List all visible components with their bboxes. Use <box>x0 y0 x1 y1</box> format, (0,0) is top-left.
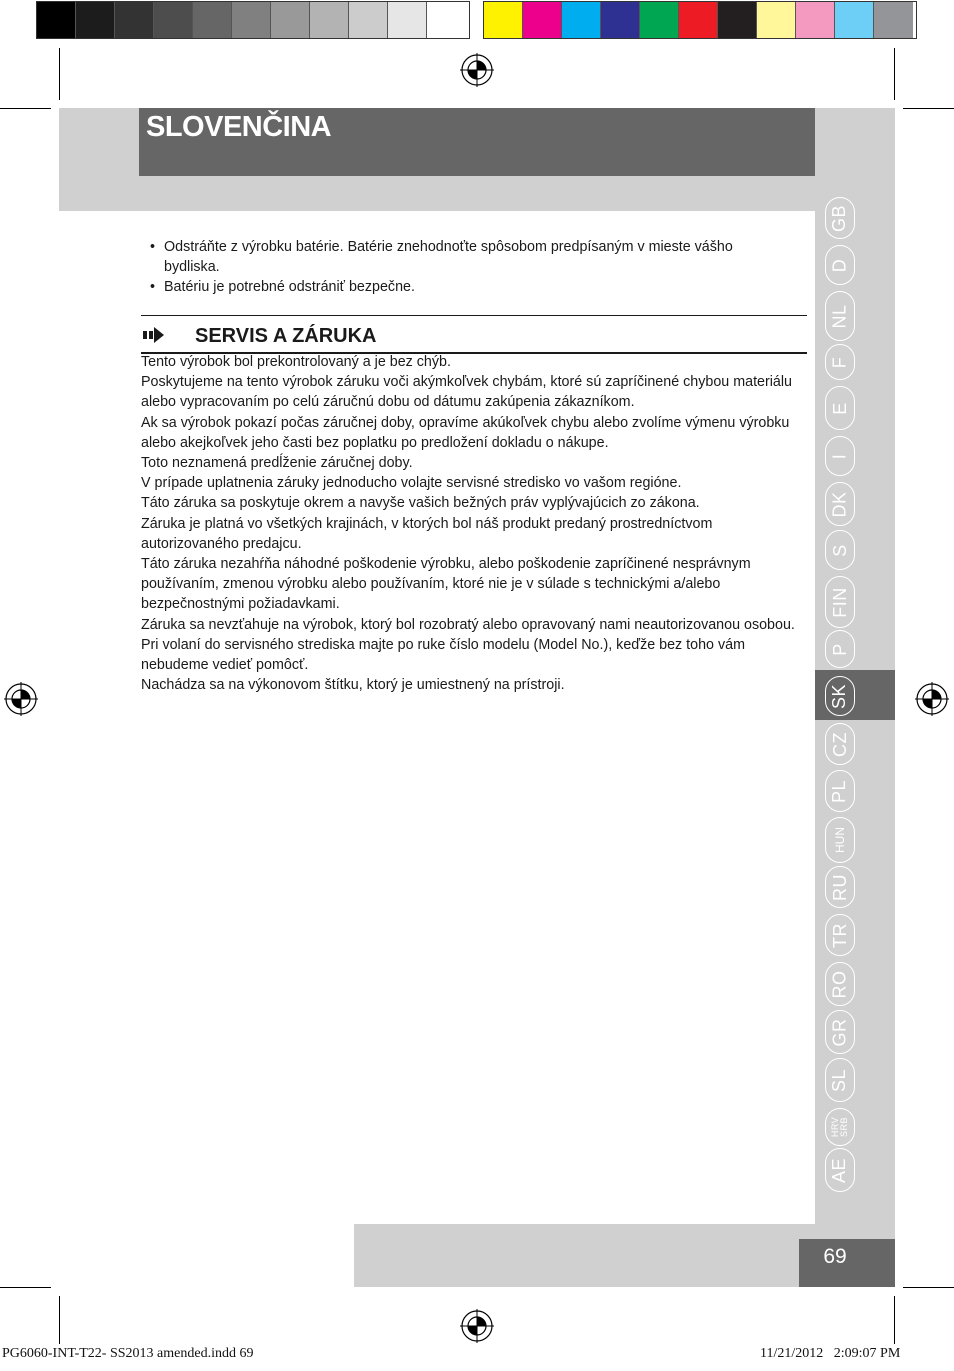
bullet-icon: • <box>150 239 156 255</box>
language-tab-label: GR <box>829 1018 850 1046</box>
language-tab-gr[interactable] <box>825 1010 855 1054</box>
language-tab-tr[interactable] <box>825 914 855 956</box>
grayscale-color-bar <box>36 1 470 39</box>
color-swatch <box>718 2 757 38</box>
registration-mark-icon <box>460 53 494 87</box>
gray-swatch <box>76 2 115 38</box>
bullet-list <box>150 237 790 297</box>
color-swatch <box>874 2 913 38</box>
language-tab-label: FIN <box>829 586 850 618</box>
language-tab-sk[interactable] <box>825 676 855 716</box>
language-tab-nl[interactable] <box>825 291 855 341</box>
crop-mark <box>894 48 895 100</box>
gray-swatch <box>154 2 193 38</box>
language-tab-label: HUN <box>833 827 847 853</box>
gray-swatch <box>310 2 349 38</box>
color-swatch <box>523 2 562 38</box>
language-tab-label: PL <box>829 779 850 803</box>
language-tab-sl[interactable] <box>825 1058 855 1102</box>
paragraph: Táto záruka sa poskytuje okrem a navyše vašich bežných práv vyplývajúcich zo zákona. <box>141 495 700 512</box>
file-slug: PG6060-INT-T22- SS2013 amended.indd 69 <box>2 1346 254 1361</box>
paragraph: Tento výrobok bol prekontrolovaný a je bez chýb. <box>141 354 451 370</box>
gray-swatch <box>232 2 271 38</box>
page-title: SLOVENČINA <box>146 111 332 143</box>
gray-swatch <box>388 2 427 38</box>
paragraph: V prípade uplatnenia záruky jednoducho volajte servisné stredisko vo vašom regióne. <box>141 475 682 492</box>
section-body <box>141 352 811 695</box>
paragraph: Ak sa výrobok pokazí počas záručnej doby, opravíme akúkoľvek chybu alebo zvolíme výmenu výrobku alebo akejkoľvek jeho časti bez poplatku po predložení dokladu o nákupe. <box>141 414 790 451</box>
paragraph: Záruka je platná vo všetkých krajinách, v ktorých bol náš produkt predaný prostredníctvom autorizovaného predajcu. <box>141 515 713 552</box>
language-tab-label: RO <box>829 970 850 998</box>
process-color-bar <box>483 1 917 39</box>
paragraph: Nachádza sa na výkonovom štítku, ktorý je umiestnený na prístroji. <box>141 677 565 694</box>
color-swatch <box>835 2 874 38</box>
color-swatch <box>757 2 796 38</box>
language-tab-e[interactable] <box>825 386 855 430</box>
crop-mark <box>903 108 954 109</box>
language-tab-ae[interactable] <box>825 1148 855 1192</box>
color-swatch <box>796 2 835 38</box>
gray-swatch <box>271 2 310 38</box>
language-tab-f[interactable] <box>825 344 855 380</box>
color-swatch <box>484 2 523 38</box>
color-swatch <box>640 2 679 38</box>
gray-swatch <box>349 2 388 38</box>
gray-swatch <box>37 2 76 38</box>
language-tab-hun[interactable] <box>825 817 855 863</box>
language-tab-pl[interactable] <box>825 770 855 812</box>
registration-mark-icon <box>4 682 38 716</box>
language-tab-label: F <box>829 356 850 368</box>
language-tab-cz[interactable] <box>825 723 855 765</box>
paragraph: Táto záruka nezahŕňa náhodné poškodenie výrobku, alebo poškodenie zapríčinené nesprávnym používaním, zmenou výrobku alebo používaním, ktoré nie je v súlade s technickými a/alebo bezpečnostnými požiadavkami. <box>141 556 751 613</box>
bullet-text: Odstráňte z výrobku batérie. Batérie znehodnoťte spôsobom predpísaným v mieste vášho bydliska. <box>164 239 733 275</box>
paragraph: Poskytujeme na tento výrobok záruku voči akýmkoľvek chybám, ktoré sú zapríčinené chybou materiálu alebo vypracovaním po celú záručnú dobu od dátumu zakúpenia zákazníkom. <box>141 374 793 411</box>
language-tab-label: AE <box>829 1157 850 1183</box>
gray-swatch <box>427 2 466 38</box>
language-tab-ru[interactable] <box>825 866 855 908</box>
page-number: 69 <box>823 1245 847 1268</box>
language-tab-hrv-srb[interactable] <box>825 1108 855 1146</box>
language-tab-dk[interactable] <box>825 482 855 526</box>
footer-band <box>354 1224 815 1287</box>
language-tab-fin[interactable] <box>825 576 855 628</box>
registration-mark-icon <box>460 1309 494 1343</box>
language-tab-label: GB <box>829 204 850 232</box>
gray-swatch <box>115 2 154 38</box>
language-tab-label: S <box>829 543 850 557</box>
crop-mark <box>0 1287 51 1288</box>
list-item <box>150 277 790 297</box>
language-tab-s[interactable] <box>825 530 855 570</box>
language-tab-label: HRV SRB <box>830 1116 849 1138</box>
language-tab-label: RU <box>829 873 850 901</box>
language-tab-d[interactable] <box>825 245 855 285</box>
bullet-icon: • <box>150 279 156 295</box>
language-tab-p[interactable] <box>825 630 855 668</box>
crop-mark <box>0 108 51 109</box>
paragraph: Toto neznamená predĺženie záručnej doby. <box>141 455 413 472</box>
language-tab-label: TR <box>829 922 850 948</box>
language-tab-ro[interactable] <box>825 962 855 1006</box>
color-swatch <box>601 2 640 38</box>
crop-mark <box>894 1296 895 1344</box>
language-tab-label: P <box>829 642 850 656</box>
divider <box>141 315 807 316</box>
language-tab-label: SK <box>829 683 850 709</box>
section-title: SERVIS A ZÁRUKA <box>195 325 377 347</box>
paragraph: Pri volaní do servisného strediska majte po ruke číslo modelu (Model No.), keďže bez toho vám nebudeme vedieť pomôcť. <box>141 636 745 674</box>
color-swatch <box>562 2 601 38</box>
language-tab-label: D <box>829 258 850 272</box>
language-tab-label: NL <box>829 303 850 329</box>
list-item <box>150 237 790 277</box>
bullet-text: Batériu je potrebné odstrániť bezpečne. <box>164 279 415 295</box>
arrow-right-icon <box>143 324 165 346</box>
paragraph: Záruka sa nevzťahuje na výrobok, ktorý bol rozobratý alebo opravovaný nami neautorizovanou osobou. <box>141 616 795 633</box>
crop-mark <box>59 48 60 100</box>
gray-swatch <box>193 2 232 38</box>
color-swatch <box>679 2 718 38</box>
crop-mark <box>59 1296 60 1344</box>
crop-mark <box>903 1287 954 1288</box>
language-tab-label: CZ <box>829 731 850 757</box>
language-tab-i[interactable] <box>825 436 855 476</box>
language-tab-label: SL <box>829 1068 850 1092</box>
language-tab-label: E <box>829 401 850 415</box>
date-slug: 11/21/2012 2:09:07 PM <box>760 1346 901 1361</box>
registration-mark-icon <box>915 682 949 716</box>
language-tab-label: DK <box>829 490 850 518</box>
language-tab-label: I <box>829 453 850 459</box>
language-tab-gb[interactable] <box>825 197 855 239</box>
